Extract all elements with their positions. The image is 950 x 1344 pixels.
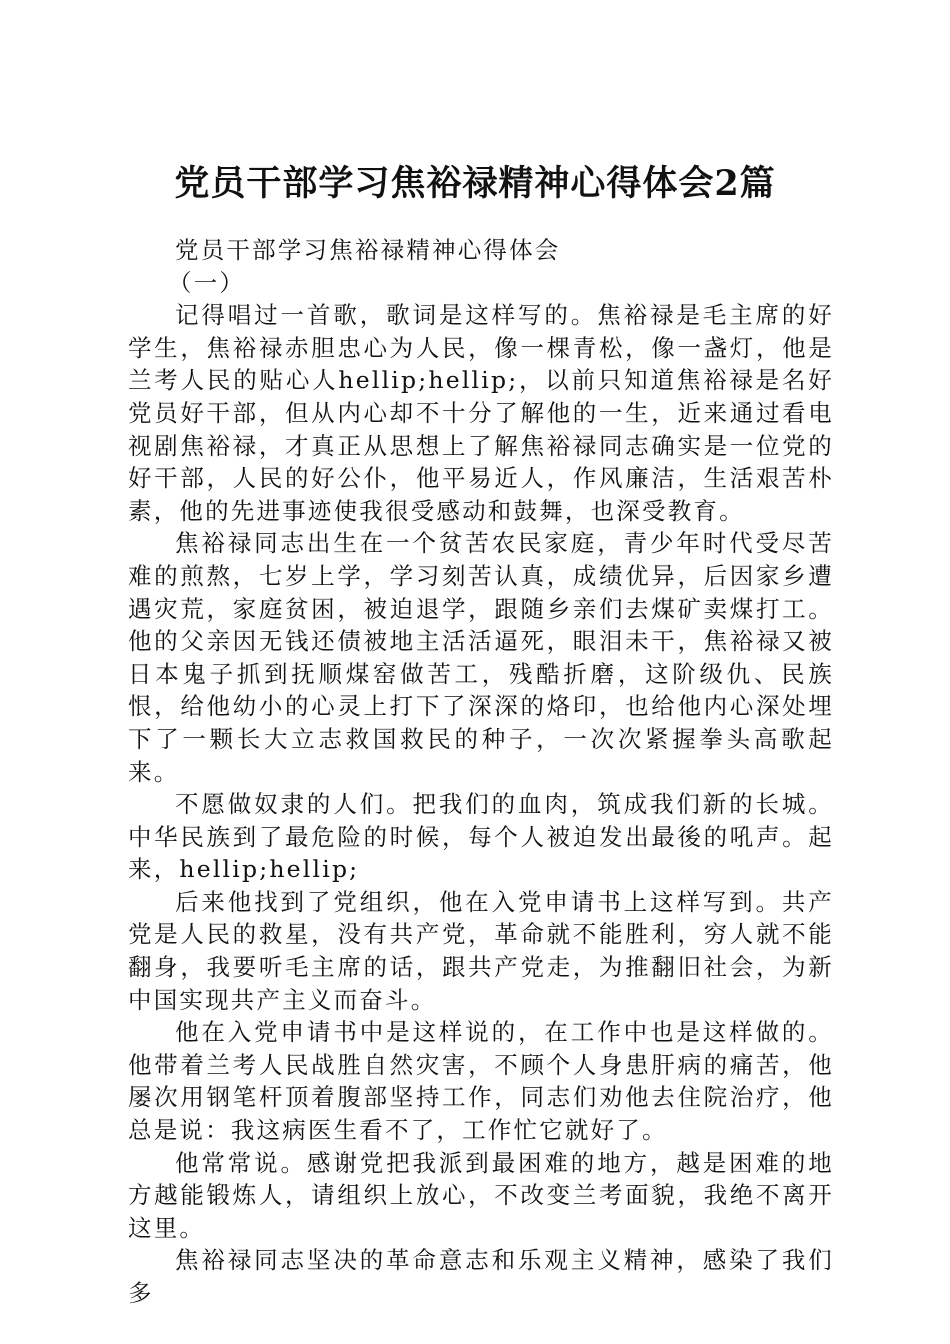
paragraph: 他在入党申请书中是这样说的，在工作中也是这样做的。他带着兰考人民战胜自然灾害，不顾个人身患肝病的痛苦，他屡次用钢笔杆顶着腹部坚持工作，同志们劝他去住院治疗，他总是说：我这病医生看不了，工作忙它就好了。 [128,1018,834,1145]
subtitle: 党员干部学习焦裕禄精神心得体会 [175,236,561,264]
paragraph: 他常常说。感谢党把我派到最困难的地方，越是困难的地方越能锻炼人，请组织上放心，不改变兰考面貌，我绝不离开这里。 [128,1148,834,1242]
paragraph: 记得唱过一首歌，歌词是这样写的。焦裕禄是毛主席的好学生，焦裕禄赤胆忠心为人民，像一棵青松，像一盏灯，他是兰考人民的贴心人hellip;hellip;，以前只知道焦裕禄是名好党员好干部，但从内心却不十分了解他的一生，近来通过看电视剧焦裕禄，才真正从思想上了解焦裕禄同志确实是一位党的好干部，人民的好公仆，他平易近人，作风廉洁，生活艰苦朴素，他的先进事迹使我很受感动和鼓舞，也深受教育。 [128,301,834,525]
section-label: （一） [168,268,246,297]
document-title: 党员干部学习焦裕禄精神心得体会2篇 [174,163,776,204]
paragraph: 不愿做奴隶的人们。把我们的血肉，筑成我们新的长城。中华民族到了最危险的时候，每个人被迫发出最後的吼声。起来，hellip;hellip; [128,790,834,884]
paragraph: 后来他找到了党组织，他在入党申请书上这样写到。共产党是人民的救星，没有共产党，革命就不能胜利，穷人就不能翻身，我要听毛主席的话，跟共产党走，为推翻旧社会，为新中国实现共产主义而奋斗。 [128,887,834,1014]
paragraph: 焦裕禄同志坚决的革命意志和乐观主义精神，感染了我们多 [128,1246,834,1307]
paragraph: 焦裕禄同志出生在一个贫苦农民家庭，青少年时代受尽苦难的煎熬，七岁上学，学习刻苦认真，成绩优异，后因家乡遭遇灾荒，家庭贫困，被迫退学，跟随乡亲们去煤矿卖煤打工。他的父亲因无钱还债被地主活活逼死，眼泪未干，焦裕禄又被日本鬼子抓到抚顺煤窑做苦工，残酷折磨，这阶级仇、民族恨，给他幼小的心灵上打下了深深的烙印，也给他内心深处埋下了一颗长大立志救国救民的种子，一次次紧握拳头高歌起来。 [128,529,834,786]
document-body [128,234,834,1310]
